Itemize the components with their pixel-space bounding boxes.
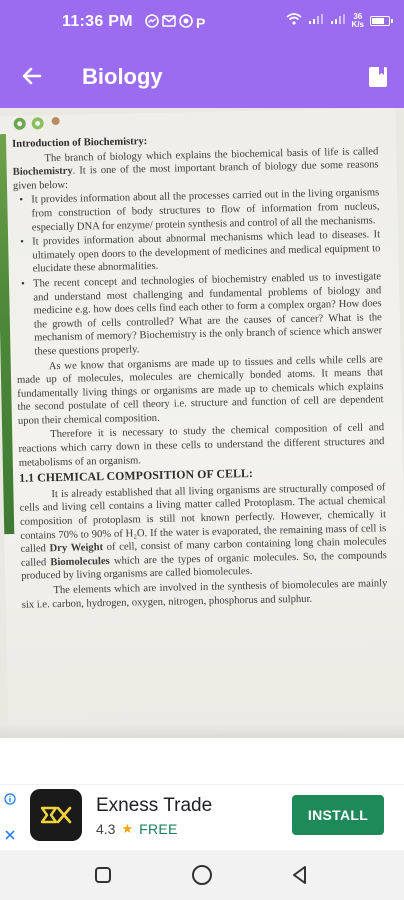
para4-term-2: Biomolecules — [50, 555, 110, 569]
messenger-icon — [145, 14, 159, 31]
recents-square-icon[interactable] — [90, 862, 116, 888]
notification-icons — [145, 14, 205, 31]
signal-icon-2 — [330, 12, 346, 30]
battery-icon — [370, 16, 390, 26]
exness-logo-icon — [39, 805, 73, 825]
intro-heading: Introduction of Biochemistry: — [12, 136, 148, 150]
ad-rating: 4.3 — [96, 821, 116, 837]
signal-icon-1 — [308, 12, 324, 30]
corner-decoration-icon — [4, 115, 74, 136]
ad-meta — [96, 821, 178, 837]
para4-text-b: of cell, consist of many carbon containing long chain molecules called — [20, 536, 387, 569]
spacer — [0, 738, 404, 784]
ad-close-icon[interactable] — [4, 829, 16, 841]
install-button[interactable]: INSTALL — [292, 795, 384, 835]
textbook-page — [0, 108, 404, 738]
textbook-page-image — [0, 108, 404, 738]
intro-paragraph — [12, 145, 379, 193]
circle-app-icon — [179, 14, 193, 31]
page-edge-decoration — [0, 134, 14, 534]
para4-term-1: Dry Weight — [49, 542, 104, 555]
arrow-left-icon[interactable] — [18, 62, 46, 90]
paragraph-3: Therefore it is necessary to study the chemical composition of cell and reactions which carry down in these cells to understand the different structures and metabolisms of an organism. — [18, 422, 385, 469]
ad-price: FREE — [139, 821, 178, 837]
para4-text-c: which are the types of organic molecules. So, the compounds produced by living organisms are called biomolecules. — [21, 549, 387, 583]
ad-banner[interactable] — [0, 784, 404, 850]
app-bar — [0, 46, 404, 108]
star-icon: ★ — [121, 821, 134, 836]
ad-info-icon[interactable] — [4, 793, 16, 805]
bullet-item: • It provides information about all the processes carried out in the living organisms from construction of body structures to flow of information from nucleus, especially DNA for enzyme/ protein synthesis and control of all the mechanisms. — [31, 187, 380, 235]
status-right — [286, 12, 390, 30]
gmail-icon — [162, 15, 176, 30]
intro-text-a: The branch of biology which explains the biochemical basis of life is called — [44, 145, 379, 164]
wifi-icon — [286, 12, 302, 30]
bullet-list — [13, 187, 382, 360]
para4-text-a: It is already established that all living organisms are structurally composed of cells and living cell contains a living matter called Protoplasm. The actual chemical composition of protoplasm is still not known perfectly. However, chemically it contains 70% to 90% of H₂O. If the water is evaporated, the remaining mass of cell is called — [19, 482, 387, 556]
status-bar — [0, 0, 404, 46]
ad-app-name[interactable]: Exness Trade — [96, 795, 213, 816]
page-title: Biology — [82, 64, 163, 89]
back-triangle-icon[interactable] — [287, 862, 313, 888]
net-speed-value: 36 — [353, 12, 363, 21]
system-nav-bar — [0, 850, 404, 900]
ad-app-logo[interactable] — [30, 789, 82, 841]
status-time: 11:36 PM — [62, 13, 133, 30]
net-speed — [352, 13, 364, 29]
paragraph-4 — [19, 481, 387, 584]
page-text — [12, 130, 388, 613]
p-app-icon: P — [196, 14, 206, 31]
intro-term: Biochemistry — [12, 165, 73, 179]
bullet-item: • It provides information about abnormal mechanisms which lead to diseases. It ultimately open doors to the development of medicines and medical equipment to elucidate these abnormalities. — [32, 228, 381, 276]
bullet-item: • The recent concept and technologies of biochemistry enabled us to investigate and understand most challenging and fundamental problems of biology and medicine e.g. how does cells find each other to form a complex organ? How does the growth of cells controlled? What are the causes of cancer? What is the mechanism of memory? Biochemistry is the only branch of science which answer these questions properly. — [33, 270, 383, 359]
page-shadow — [0, 724, 404, 738]
intro-text-b: . It is one of the most important branch of biology due some reasons given below: — [12, 159, 379, 192]
bookmark-icon[interactable] — [368, 66, 388, 88]
home-circle-icon[interactable] — [189, 862, 215, 888]
paragraph-2: As we know that organisms are made up to tissues and cells while cells are made up of molecules, molecules are chemically bonded atoms. It means that fundamentally living things or organisms are made up to chemicals which explains the second postulate of cell theory i.e. structure and function of cell are dependent upon their chemical composition. — [16, 353, 384, 427]
net-speed-unit: K/s — [351, 20, 364, 29]
section-heading: 1.1 CHEMICAL COMPOSITION OF CELL: — [18, 466, 254, 486]
paragraph-5: The elements which are involved in the synthesis of biomolecules are mainly six i.e. carbon, hydrogen, oxygen, nitrogen, phosphorus and sulphur. — [21, 578, 388, 611]
